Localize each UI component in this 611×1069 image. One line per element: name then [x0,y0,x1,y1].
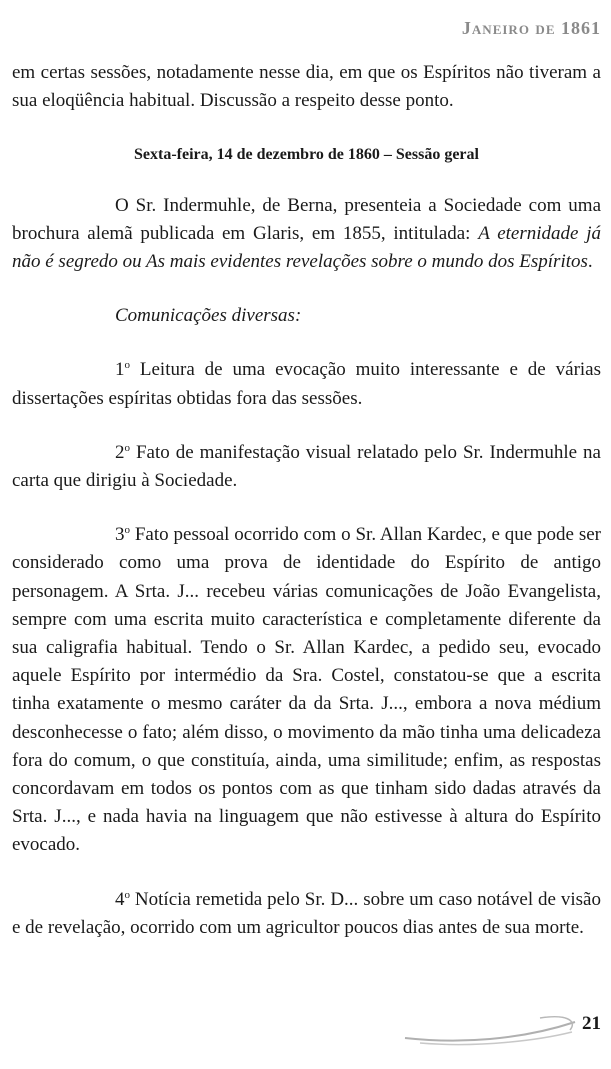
ordinal-mark: o [124,359,130,372]
item-text: Notícia remetida pelo Sr. D... sobre um caso notável de visão e de revelação, ocorrido com um agricultor poucos dias antes de sua morte. [12,888,601,938]
item-number: 3 [115,524,125,546]
item-text: Fato de manifestação visual relatado pelo Sr. Indermuhle na carta que dirigiu à Sociedade. [12,441,601,492]
item-3 [12,521,601,859]
footer-swoosh-ornament [400,1010,580,1050]
running-head: Janeiro de 1861 [461,18,601,38]
item-number: 4 [115,888,125,910]
session-heading: Sexta-feira, 14 de dezembro de 1860 – Sessão geral [134,146,479,164]
item-text: Fato pessoal ocorrido com o Sr. Allan Kardec, e que pode ser considerado como uma prova de identidade do Espírito de antigo personagem. A Srta. J... recebeu várias comunicações de João Evangelista, sempre com uma escrita muito característica e completamente diferente da sua caligrafia habitual. Tendo o Sr. Allan Kardec, a pedido seu, evocado aquele Espírito por intermédio da Sra. Costel, constatou-se que a escrita tinha exatamente o mesmo caráter da da Srta. J..., embora a nova médium desconhecesse o fato; além disso, o movimento da mão tinha uma delicadeza fora do comum, o que constituía, ainda, uma similitude; enfim, as respostas concordavam em todos os pontos com as que tinham sido dadas através da Srta. J..., e nada havia na linguagem que não estivesse à altura do Espírito evocado. [12,524,601,856]
item-number: 1 [115,359,125,381]
ordinal-mark: o [124,888,130,901]
item-number: 2 [115,441,125,463]
item-4 [12,886,601,942]
continued-paragraph: em certas sessões, notadamente nesse dia, em que os Espíritos não tiveram a sua eloqüência habitual. Discussão a respeito desse ponto. [12,62,601,112]
brochure-title: A eternidade já não é segredo ou As mais evidentes revelações sobre o mundo dos Espíritos [12,222,601,273]
communications-label: Comunicações diversas: [115,305,302,327]
intro-text: O Sr. Indermuhle, de Berna, presenteia a Sociedade com uma brochura alemã publicada em Glaris, em 1855, intitulada: [12,194,601,244]
intro-end: . [587,251,593,273]
ordinal-mark: o [124,441,130,454]
item-2 [12,439,601,495]
item-1 [12,356,601,412]
page-number: 21 [582,1013,601,1034]
intro-paragraph [12,192,601,277]
ordinal-mark: o [124,524,130,537]
page-body [12,59,601,942]
item-text: Leitura de uma evocação muito interessante e de várias dissertações espíritas obtidas fora das sessões. [12,359,601,409]
